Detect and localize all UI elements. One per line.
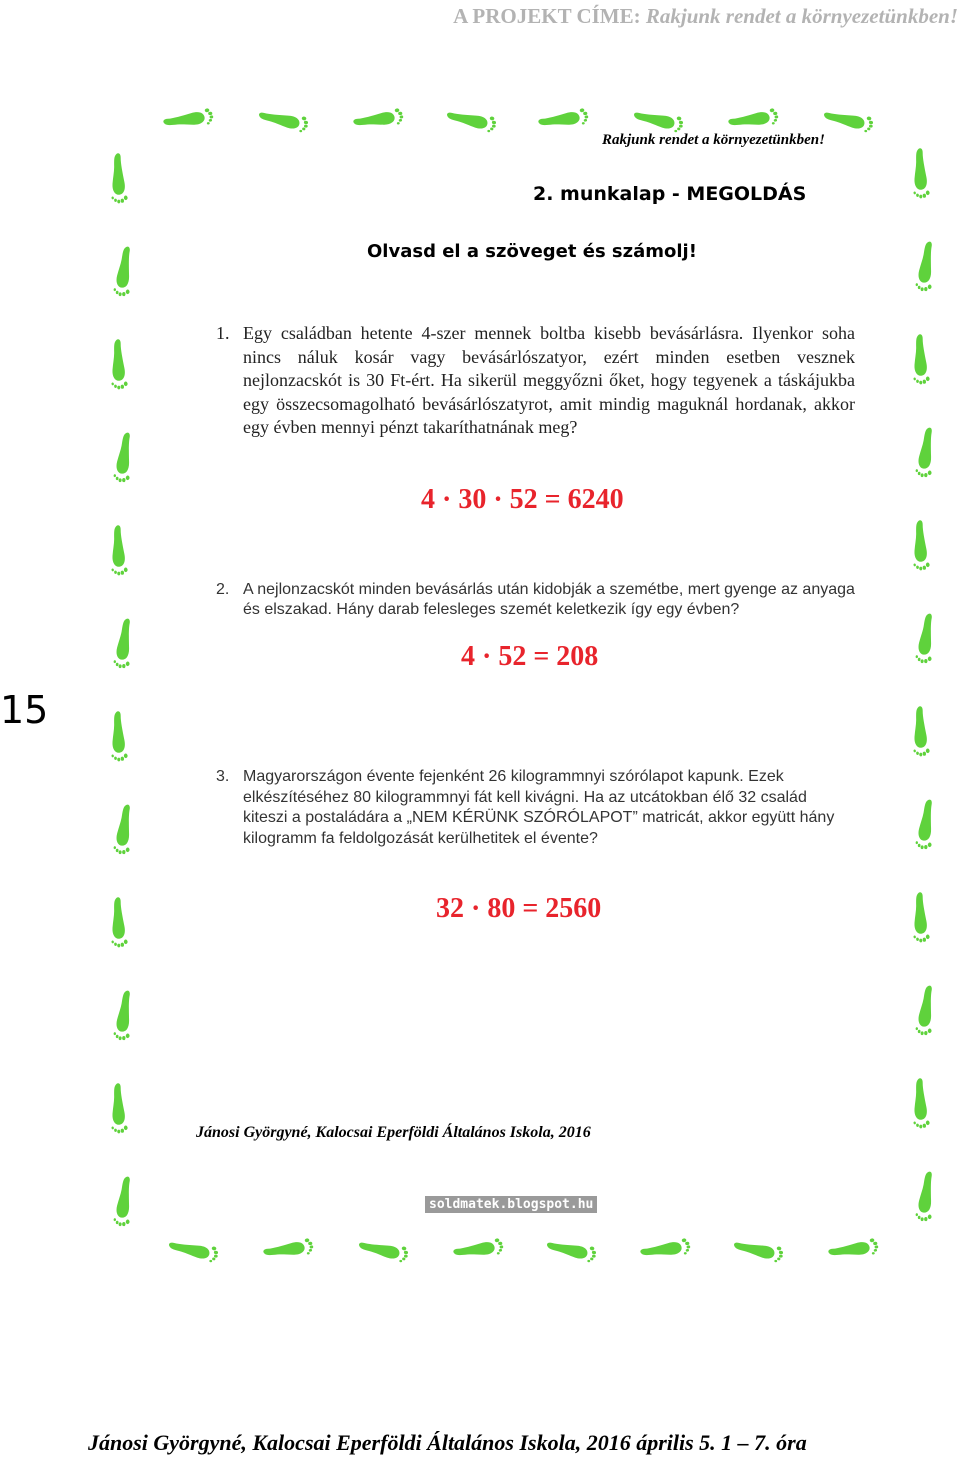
task-1 bbox=[216, 322, 855, 440]
green-footprint-icon bbox=[880, 502, 960, 582]
green-footprint-icon bbox=[880, 874, 960, 954]
green-footprint-icon bbox=[84, 972, 164, 1052]
green-footprint-icon bbox=[886, 1153, 960, 1233]
green-footprint-icon bbox=[715, 1210, 795, 1290]
green-footprint-icon bbox=[435, 1210, 515, 1290]
task-2-number: 2. bbox=[216, 581, 230, 598]
green-footprint-icon bbox=[78, 879, 158, 959]
green-footprint-icon bbox=[78, 135, 158, 215]
task-2 bbox=[216, 580, 855, 620]
page-header bbox=[453, 4, 958, 29]
green-footprint-icon bbox=[335, 80, 415, 160]
green-footprint-icon bbox=[810, 1210, 890, 1290]
green-footprint-icon bbox=[245, 1210, 325, 1290]
task-2-answer: 4 · 52 = 208 bbox=[461, 641, 599, 672]
green-footprint-icon bbox=[886, 781, 960, 861]
green-footprint-icon bbox=[880, 1060, 960, 1140]
page-number: 15 bbox=[0, 688, 49, 732]
green-footprint-icon bbox=[886, 409, 960, 489]
watermark: soldmatek.blogspot.hu bbox=[425, 1196, 597, 1213]
task-3-number: 3. bbox=[216, 768, 230, 785]
green-footprint-icon bbox=[84, 228, 164, 308]
green-footprint-icon bbox=[520, 80, 600, 160]
green-footprint-icon bbox=[78, 693, 158, 773]
green-footprint-icon bbox=[84, 600, 164, 680]
header-prefix: A PROJEKT CÍME: bbox=[453, 4, 646, 28]
task-2-text: A nejlonzacskót minden bevásárlás után kidobják a szemétbe, mert gyenge az anyaga és elszakad. Hány darab felesleges szemét keletkezik így egy évben? bbox=[243, 581, 855, 618]
green-footprint-icon bbox=[240, 80, 320, 160]
green-footprint-icon bbox=[84, 1158, 164, 1238]
green-footprint-icon bbox=[880, 688, 960, 768]
task-3-text: Magyarországon évente fejenként 26 kilogrammnyi szórólapot kapunk. Ezek elkészítéséhez 80 kilogrammnyi fát kell kivágni. Ha az utcátokban élő 32 család kiteszi a postaládára a „NEM KÉRÜNK SZÓRÓLAPOT” matricát, akkor együtt hány kilogramm fa feldolgozását kerülhetitek el évente? bbox=[243, 768, 835, 847]
page-footer: Jánosi Györgyné, Kalocsai Eperföldi Általános Iskola, 2016 április 5. 1 – 7. óra bbox=[88, 1430, 807, 1455]
green-footprint-icon bbox=[880, 316, 960, 396]
task-1-number: 1. bbox=[216, 323, 230, 343]
worksheet-credit: Jánosi Györgyné, Kalocsai Eperföldi Általános Iskola, 2016 bbox=[196, 1124, 591, 1141]
green-footprint-icon bbox=[84, 786, 164, 866]
green-footprint-icon bbox=[880, 130, 960, 210]
green-footprint-icon bbox=[528, 1210, 608, 1290]
task-1-text: Egy családban hetente 4-szer mennek boltba kisebb bevásárlásra. Ilyenkor soha nincs náluk kosár vagy bevásárlószatyor, ezért minden esetben vesznek nejlonzacskót is 30 Ft-ért. Ha sikerül meggyőzni őket, hogy tegyenek a táskájukba egy összecsomagolható bevásárlószatyrot, amit mindig maguknál hordanak, akkor egy évben mennyi pénzt takaríthatnának meg? bbox=[243, 323, 855, 438]
task-1-answer: 4 · 30 · 52 = 6240 bbox=[421, 484, 624, 515]
task-3-answer: 32 · 80 = 2560 bbox=[436, 893, 602, 924]
worksheet-instruction: Olvasd el a szöveget és számolj! bbox=[367, 241, 697, 262]
green-footprint-icon bbox=[78, 321, 158, 401]
worksheet-title: 2. munkalap - MEGOLDÁS bbox=[533, 183, 807, 205]
green-footprint-icon bbox=[622, 1210, 702, 1290]
green-footprint-icon bbox=[428, 80, 508, 160]
green-footprint-icon bbox=[340, 1210, 420, 1290]
green-footprint-icon bbox=[886, 967, 960, 1047]
green-footprint-icon bbox=[84, 414, 164, 494]
task-3 bbox=[216, 767, 855, 849]
green-footprint-icon bbox=[78, 1065, 158, 1145]
green-footprint-icon bbox=[886, 223, 960, 303]
green-footprint-icon bbox=[78, 507, 158, 587]
green-footprint-icon bbox=[886, 595, 960, 675]
header-project-title: Rakjunk rendet a környezetünkben! bbox=[645, 4, 958, 28]
worksheet-subtitle: Rakjunk rendet a környezetünkben! bbox=[602, 132, 825, 148]
